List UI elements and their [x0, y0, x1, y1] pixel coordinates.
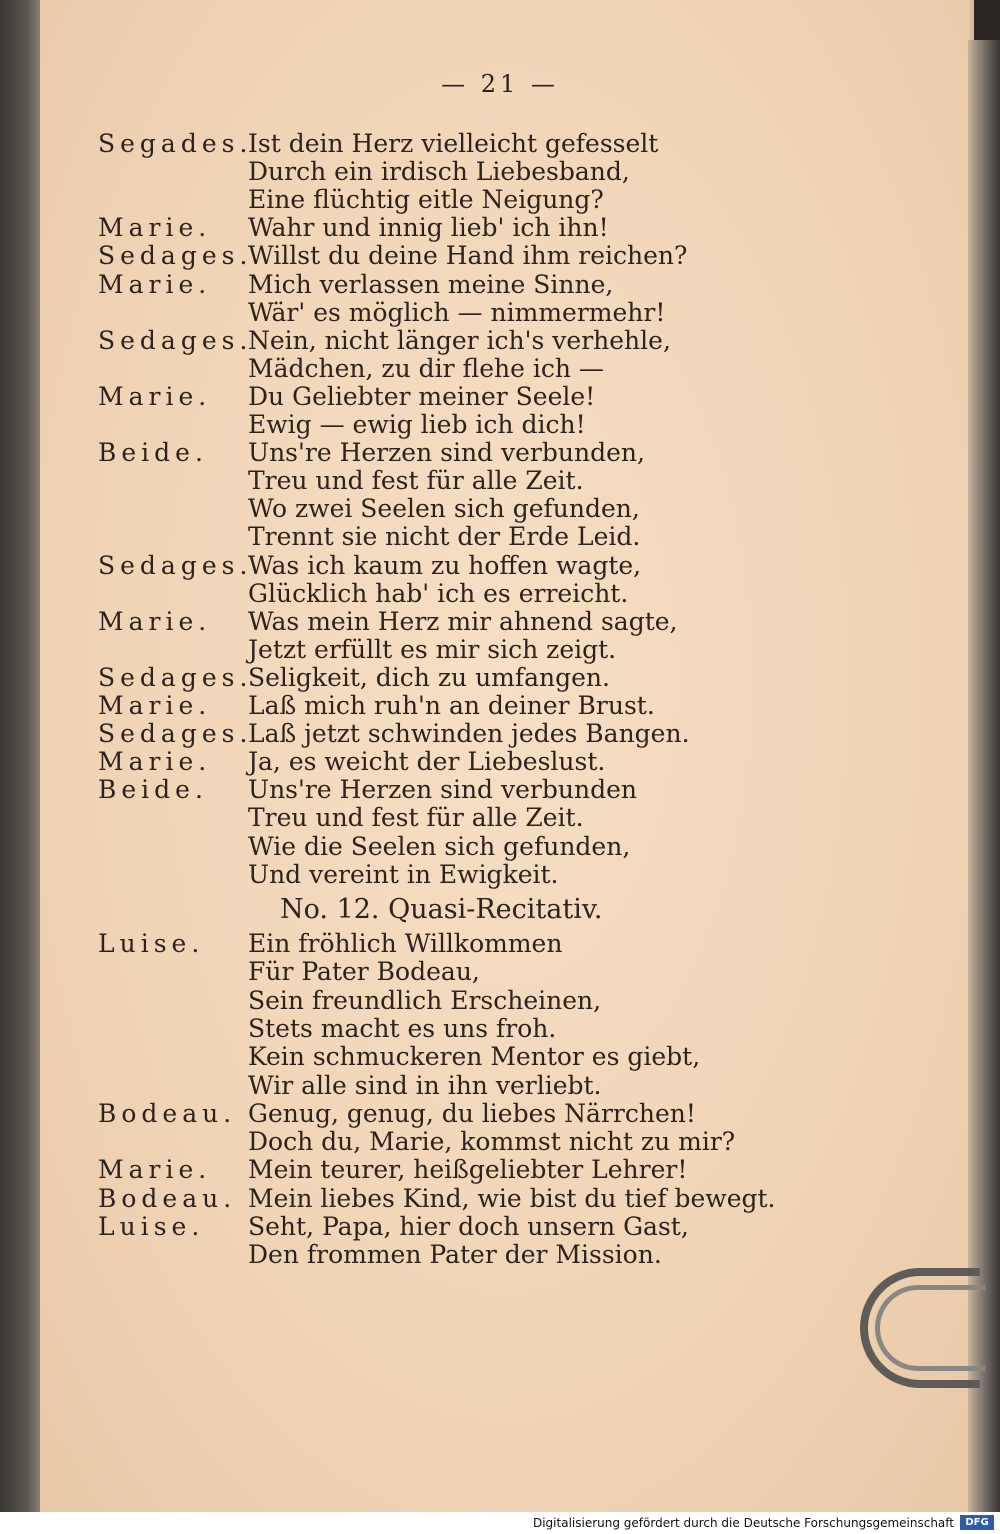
verse-line: Stets macht es uns froh.: [248, 1013, 557, 1043]
verse-line: Und vereint in Ewigkeit.: [248, 859, 559, 889]
speaker-name: Beide.: [98, 438, 208, 468]
speaker-name: Segades.: [98, 129, 253, 158]
verse-line: Wo zwei Seelen sich gefunden,: [248, 494, 640, 524]
section-heading: No. 12. Quasi-Recitativ.: [280, 894, 603, 925]
verse-line: Kein schmuckeren Mentor es giebt,: [248, 1042, 701, 1072]
speaker-name: Marie.: [98, 269, 212, 299]
verse-line: Wir alle sind in ihn verliebt.: [248, 1070, 602, 1100]
speaker-name: Sedages.: [98, 325, 253, 355]
page-number: — 21 —: [441, 70, 559, 98]
verse-line: Eine flüchtig eitle Neigung?: [248, 185, 604, 215]
verse-line: Uns're Herzen sind verbunden: [248, 775, 637, 805]
verse-line: Glücklich hab' ich es erreicht.: [248, 578, 629, 608]
speaker-name: Beide.: [98, 775, 208, 805]
verse-line: Sein freundlich Erscheinen,: [248, 985, 602, 1015]
verse-line: Wahr und innig lieb' ich ihn!: [248, 213, 609, 243]
speaker-name: Marie.: [98, 606, 212, 636]
speaker-name: Marie.: [98, 747, 212, 777]
verse-line: Ein fröhlich Willkommen: [248, 929, 563, 958]
verse-line: Du Geliebter meiner Seele!: [248, 381, 596, 411]
verse-line: Nein, nicht länger ich's verhehle,: [248, 325, 671, 355]
speaker-name: Bodeau.: [98, 1098, 237, 1128]
verse-line: Wär' es möglich — nimmermehr!: [248, 297, 666, 327]
speaker-name: Marie.: [98, 213, 212, 243]
speaker-name: Marie.: [98, 1155, 212, 1185]
verse-line: Genug, genug, du liebes Närrchen!: [248, 1098, 696, 1128]
dfg-logo-icon: DFG: [960, 1515, 994, 1530]
speaker-name: Marie.: [98, 691, 212, 720]
verse-line: Mein teurer, heißgeliebter Lehrer!: [248, 1155, 688, 1185]
speaker-name: Sedages.: [98, 241, 253, 271]
footer-bar: [0, 1512, 1000, 1534]
verse-line: Den frommen Pater der Mission.: [248, 1240, 662, 1270]
verse-line: Was mein Herz mir ahnend sagte,: [248, 606, 678, 636]
verse-line: Doch du, Marie, kommst nicht zu mir?: [248, 1127, 736, 1157]
verse-line: Mich verlassen meine Sinne,: [248, 269, 614, 299]
speaker-name: Luise.: [98, 1212, 205, 1241]
verse-line: Was ich kaum zu hoffen wagte,: [248, 550, 642, 580]
verse-line: Trennt sie nicht der Erde Leid.: [248, 522, 641, 552]
verse-line: Durch ein irdisch Liebesband,: [248, 157, 630, 187]
speaker-name: Sedages.: [98, 550, 253, 580]
verse-line: Treu und fest für alle Zeit.: [248, 803, 584, 833]
verse-line: Laß mich ruh'n an deiner Brust.: [248, 691, 655, 720]
verse-line: Ja, es weicht der Liebeslust.: [248, 747, 606, 777]
verse-line: Treu und fest für alle Zeit.: [248, 466, 584, 496]
verse-line: Laß jetzt schwinden jedes Bangen.: [248, 719, 690, 749]
footer-credit: Digitalisierung gefördert durch die Deutsche Forschungsgemeinschaft: [532, 1516, 954, 1530]
verse-line: Mein liebes Kind, wie bist du tief bewegt.: [248, 1183, 776, 1213]
verse-line: Seligkeit, dich zu umfangen.: [248, 662, 610, 692]
verse-line: Ist dein Herz vielleicht gefesselt: [248, 129, 659, 158]
speaker-name: Marie.: [98, 381, 212, 411]
speaker-name: Luise.: [98, 929, 205, 958]
speaker-name: Bodeau.: [98, 1183, 237, 1213]
verse-line: Für Pater Bodeau,: [248, 957, 480, 987]
paper-clip-inner: [875, 1285, 985, 1371]
speaker-name: Sedages.: [98, 719, 253, 749]
verse-line: Jetzt erfüllt es mir sich zeigt.: [248, 634, 617, 664]
verse-line: Ewig — ewig lieb ich dich!: [248, 410, 586, 439]
verse-line: Willst du deine Hand ihm reichen?: [248, 241, 688, 271]
speaker-name: Sedages.: [98, 662, 253, 692]
verse-line: Uns're Herzen sind verbunden,: [248, 438, 645, 468]
verse-line: Seht, Papa, hier doch unsern Gast,: [248, 1212, 689, 1241]
verse-line: Wie die Seelen sich gefunden,: [248, 831, 631, 861]
verse-line: Mädchen, zu dir flehe ich —: [248, 353, 604, 383]
